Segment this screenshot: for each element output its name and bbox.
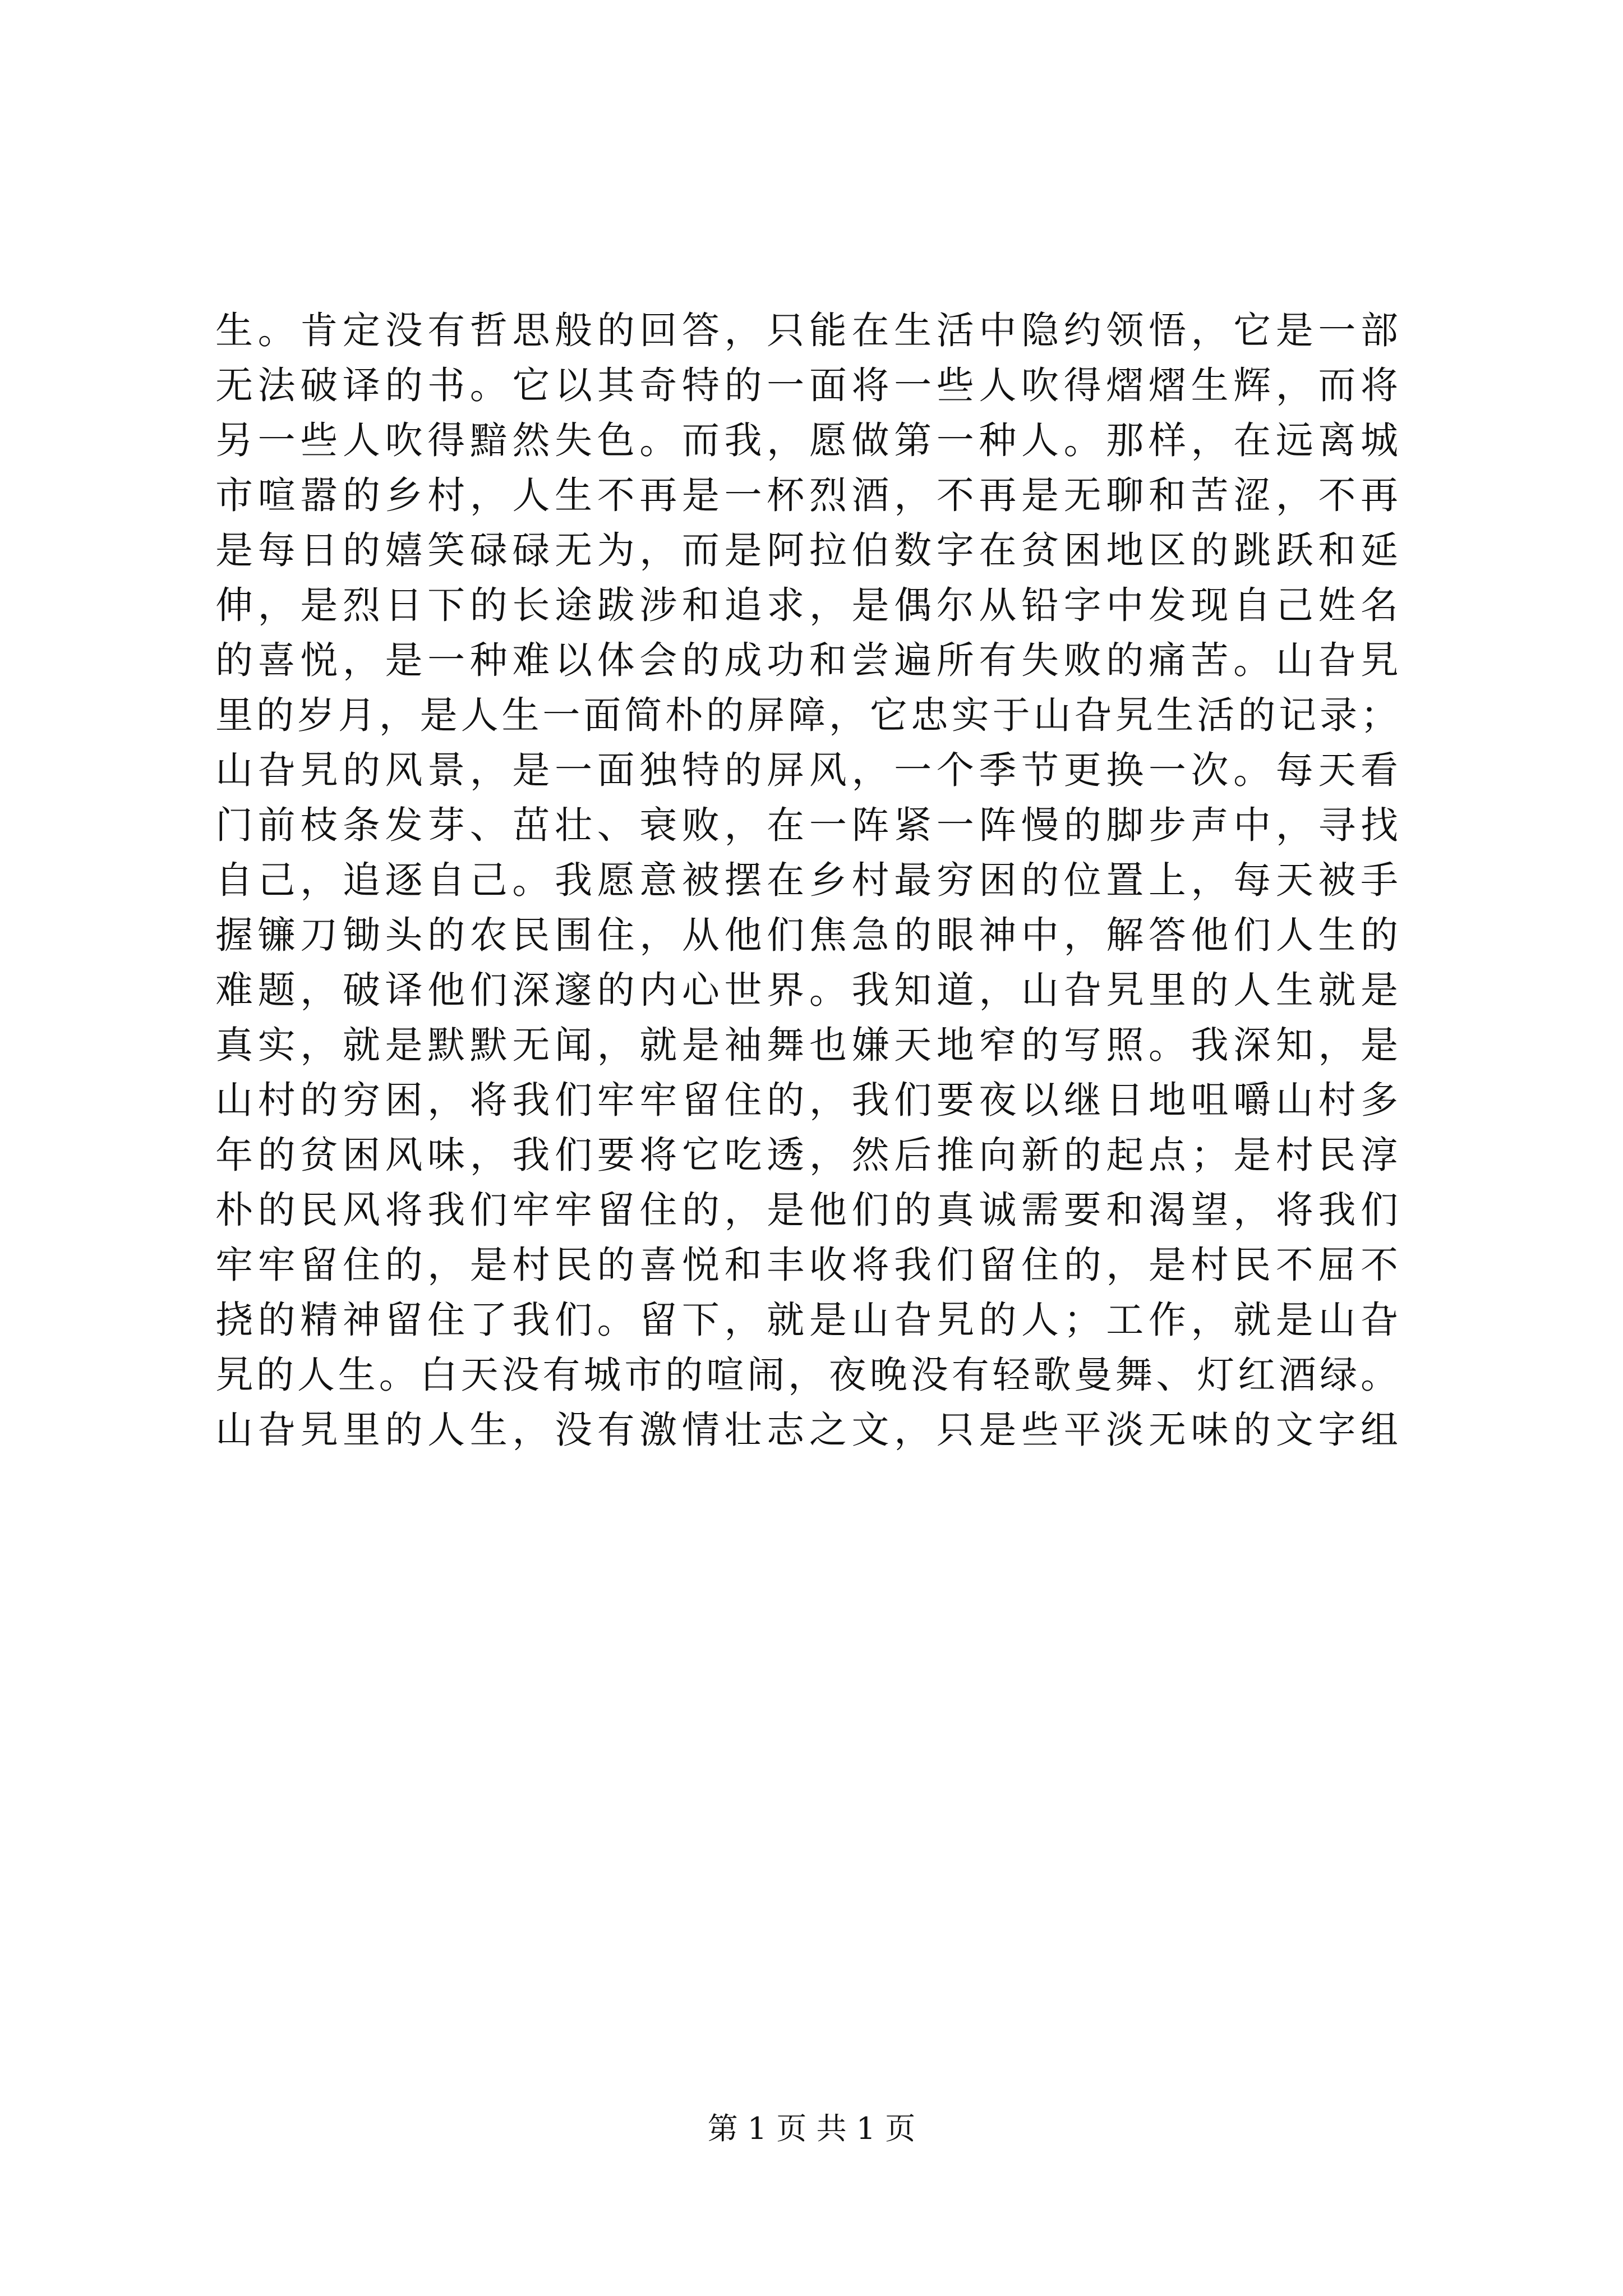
text-line: 的喜悦，是一种难以体会的成功和尝遍所有失败的痛苦。山旮旯 [215,638,1399,682]
text-line: 握镰刀锄头的农民围住，从他们焦急的眼神中，解答他们人生的 [215,913,1399,957]
text-line: 山村的穷困，将我们牢牢留住的，我们要夜以继日地咀嚼山村多 [215,1078,1399,1122]
text-line: 市喧嚣的乡村，人生不再是一杯烈酒，不再是无聊和苦涩，不再 [215,473,1399,517]
text-line: 里的岁月，是人生一面简朴的屏障，它忠实于山旮旯生活的记录； [215,693,1399,737]
text-line: 山旮旯里的人生，没有激情壮志之文，只是些平淡无味的文字组 [215,1408,1399,1452]
text-line: 门前枝条发芽、茁壮、衰败，在一阵紧一阵慢的脚步声中，寻找 [215,803,1399,847]
page-footer [0,2109,1623,2148]
text-line: 无法破译的书。它以其奇特的一面将一些人吹得熠熠生辉，而将 [215,364,1399,407]
body-text [215,303,1399,1457]
text-line: 年的贫困风味，我们要将它吃透，然后推向新的起点；是村民淳 [215,1133,1399,1177]
text-line: 朴的民风将我们牢牢留住的，是他们的真诚需要和渴望，将我们 [215,1188,1399,1232]
text-line: 真实，就是默默无闻，就是袖舞也嫌天地窄的写照。我深知，是 [215,1023,1399,1067]
text-line: 生。肯定没有哲思般的回答，只能在生活中隐约领悟，它是一部 [215,309,1399,352]
text-line: 另一些人吹得黯然失色。而我，愿做第一种人。那样，在远离城 [215,418,1399,462]
text-line: 是每日的嬉笑碌碌无为，而是阿拉伯数字在贫困地区的跳跃和延 [215,528,1399,572]
text-line: 伸，是烈日下的长途跋涉和追求，是偶尔从铅字中发现自己姓名 [215,583,1399,627]
text-line: 挠的精神留住了我们。留下，就是山旮旯的人；工作，就是山旮 [215,1298,1399,1342]
text-line: 旯的人生。白天没有城市的喧闹，夜晚没有轻歌曼舞、灯红酒绿。 [215,1353,1399,1397]
text-line: 难题，破译他们深邃的内心世界。我知道，山旮旯里的人生就是 [215,968,1399,1012]
text-line: 山旮旯的风景，是一面独特的屏风，一个季节更换一次。每天看 [215,748,1399,792]
text-line: 牢牢留住的，是村民的喜悦和丰收将我们留住的，是村民不屈不 [215,1243,1399,1287]
page-number-label: 第 1 页 共 1 页 [707,2111,916,2146]
text-line: 自己，追逐自己。我愿意被摆在乡村最穷困的位置上，每天被手 [215,858,1399,902]
